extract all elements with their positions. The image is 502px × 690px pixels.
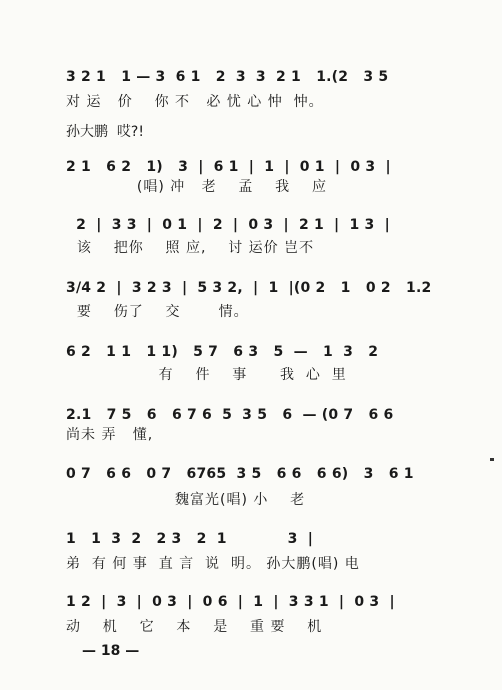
lyrics-line: 弟 有 何 事 直 言 说 明。 孙大鹏(唱) 电 xyxy=(66,556,360,572)
stray-mark xyxy=(490,458,494,461)
notation-line: 3 2 1 1 — 3 6 1 2 3 3 2 1 1.(2 3 5 xyxy=(66,69,389,85)
lyrics-line: 尚未 弄 懂, xyxy=(66,427,154,443)
notation-line: 6 2 1 1 1 1) 5 7 6 3 5 — 1 3 2 xyxy=(66,344,379,360)
page-number: — 18 — xyxy=(82,643,140,659)
lyrics-line: 动 机 它 本 是 重 要 机 xyxy=(66,619,323,635)
notation-line: 2.1 7 5 6 6 7 6 5 3 5 6 — (0 7 6 6 xyxy=(66,407,394,423)
lyrics-line: 该 把你 照 应, 讨 运价 岂不 xyxy=(66,240,315,256)
lyrics-line: 要 伤了 交 情。 xyxy=(66,304,249,320)
notation-line: 0 7 6 6 0 7 6765 3 5 6 6 6 6) 3 6 1 xyxy=(66,466,414,482)
lyrics-line: 对 运 价 你 不 必 忧 心 忡 忡。 xyxy=(66,94,324,110)
lyrics-line: (唱) 冲 老 孟 我 应 xyxy=(66,179,327,195)
notation-line: 2 1 6 2 1) 3 | 6 1 | 1 | 0 1 | 0 3 | xyxy=(66,159,391,175)
notation-line: 1 2 | 3 | 0 3 | 0 6 | 1 | 3 3 1 | 0 3 | xyxy=(66,594,395,610)
lyrics-line: 魏富光(唱) 小 老 xyxy=(66,492,306,508)
notation-line: 2 | 3 3 | 0 1 | 2 | 0 3 | 2 1 | 1 3 | xyxy=(66,217,390,233)
lyrics-line: 有 件 事 我 心 里 xyxy=(66,367,347,383)
speaker-line: 孙大鹏 哎?! xyxy=(66,124,144,140)
notation-line: 3/4 2 | 3 2 3 | 5 3 2, | 1 |(0 2 1 0 2 1.2 xyxy=(66,280,432,296)
notation-line: 1 1 3 2 2 3 2 1 3 | xyxy=(66,531,314,547)
